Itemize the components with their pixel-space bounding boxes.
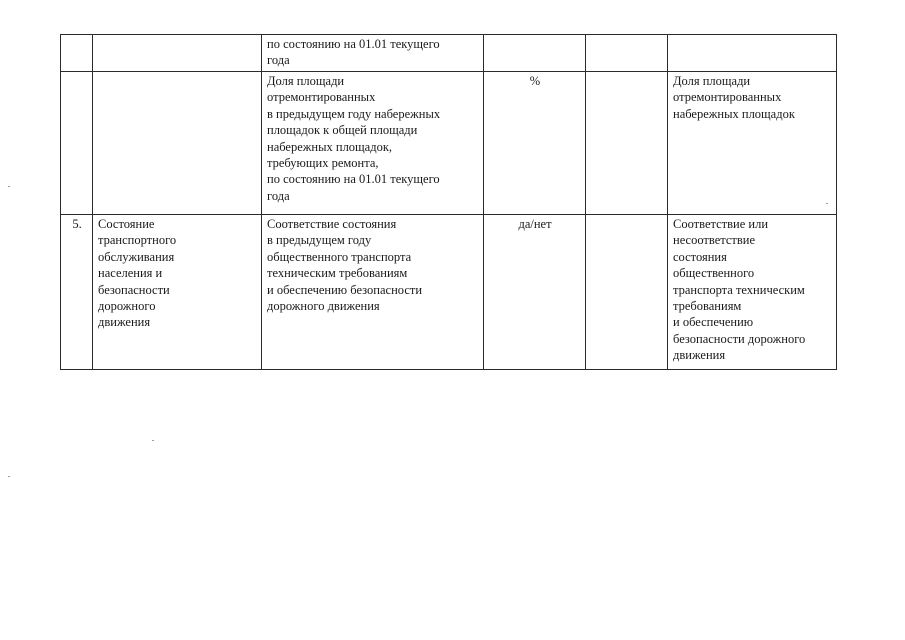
indicator-cell: по состоянию на 01.01 текущего года: [262, 35, 484, 72]
description-cell: Доля площади отремонтированных набережных площадок: [668, 72, 837, 215]
number-cell: [61, 72, 93, 215]
name-cell: Состояние транспортного обслуживания населения и безопасности дорожного движения: [93, 215, 262, 370]
unit-cell: [484, 35, 586, 72]
unit-cell: да/нет: [484, 215, 586, 370]
indicators-table: [60, 34, 837, 370]
indicator-cell: Соответствие состояния в предыдущем году общественного транспорта техническим требованиям и обеспечению безопасности дорожного движения: [262, 215, 484, 370]
name-cell: [93, 72, 262, 215]
scan-speck: [152, 440, 154, 441]
table-row: [61, 72, 837, 215]
description-cell: Соответствие или несоответствие состояния общественного транспорта техническим требованиям и обеспечению безопасности дорожного движения: [668, 215, 837, 370]
value-cell: [586, 215, 668, 370]
scan-speck: [826, 203, 828, 204]
value-cell: [586, 35, 668, 72]
scan-speck: [8, 186, 10, 187]
indicator-cell: Доля площади отремонтированных в предыдущем году набережных площадок к общей площади набережных площадок, требующих ремонта, по состоянию на 01.01 текущего года: [262, 72, 484, 215]
table-row: [61, 35, 837, 72]
number-cell: 5.: [61, 215, 93, 370]
description-cell: [668, 35, 837, 72]
number-cell: [61, 35, 93, 72]
table-row: [61, 215, 837, 370]
value-cell: [586, 72, 668, 215]
name-cell: [93, 35, 262, 72]
scan-speck: [8, 476, 10, 477]
unit-cell: %: [484, 72, 586, 215]
